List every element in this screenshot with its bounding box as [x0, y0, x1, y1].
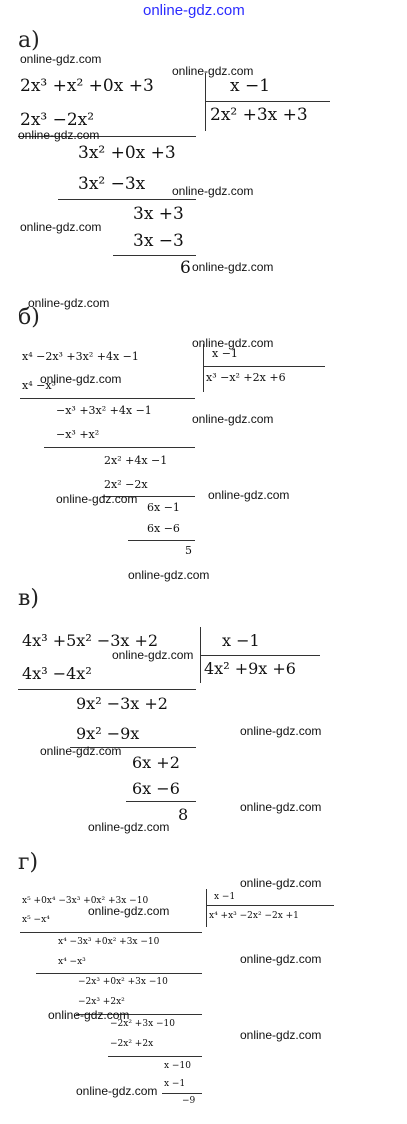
rule-g-5 — [162, 1093, 202, 1094]
divisor-a: x −1 — [230, 76, 271, 96]
watermark: online-gdz.com — [240, 1028, 322, 1042]
watermark: online-gdz.com — [240, 724, 322, 738]
step-a-5: 3x −3 — [133, 231, 184, 251]
watermark: online-gdz.com — [18, 128, 100, 142]
division-bar-b — [203, 344, 204, 392]
step-g-8: x −10 — [164, 1061, 191, 1071]
remainder-b: 5 — [185, 544, 192, 557]
step-b-6: 6x −1 — [147, 501, 180, 514]
watermark: online-gdz.com — [128, 568, 210, 582]
step-v-4: 6x +2 — [132, 753, 180, 772]
quotient-g: x⁴ +x³ −2x² −2x +1 — [209, 911, 299, 921]
watermark: online-gdz.com — [240, 800, 322, 814]
section-label-g: г) — [18, 850, 39, 875]
step-g-1: x⁵ −x⁴ — [22, 915, 50, 925]
dividend-a: 2x³ +x² +0x +3 — [20, 76, 154, 96]
step-g-5: −2x³ +2x² — [78, 997, 125, 1007]
rule-a-2 — [58, 199, 196, 200]
rule-a-3 — [113, 255, 196, 256]
dividend-b: x⁴ −2x³ +3x² +4x −1 — [22, 350, 139, 363]
step-a-2: 3x² +0x +3 — [78, 143, 176, 163]
step-a-1: 2x³ −2x² — [20, 110, 95, 130]
step-b-7: 6x −6 — [147, 522, 180, 535]
watermark: online-gdz.com — [88, 820, 170, 834]
watermark: online-gdz.com — [56, 492, 138, 506]
rule-b-2 — [44, 447, 195, 448]
step-v-5: 6x −6 — [132, 779, 180, 798]
watermark: online-gdz.com — [192, 412, 274, 426]
rule-v-1 — [18, 689, 196, 690]
quotient-v: 4x² +9x +6 — [204, 659, 296, 678]
watermark: online-gdz.com — [240, 876, 322, 890]
divisor-b: x −1 — [212, 347, 238, 360]
step-b-4: 2x² +4x −1 — [104, 454, 168, 467]
step-b-5: 2x² −2x — [104, 478, 148, 491]
division-bar-g — [206, 889, 207, 927]
rule-v-3 — [126, 801, 196, 802]
quotient-line-b — [203, 366, 325, 367]
watermark: online-gdz.com — [88, 904, 170, 918]
division-bar-a — [205, 73, 206, 131]
watermark: online-gdz.com — [40, 372, 122, 386]
step-g-7: −2x² +2x — [110, 1039, 154, 1049]
step-g-3: x⁴ −x³ — [58, 957, 86, 967]
quotient-a: 2x² +3x +3 — [210, 105, 308, 125]
step-g-4: −2x³ +0x² +3x −10 — [78, 977, 168, 987]
remainder-v: 8 — [178, 805, 189, 824]
watermark: online-gdz.com — [20, 220, 102, 234]
step-a-3: 3x² −3x — [78, 174, 146, 194]
quotient-line-v — [200, 655, 320, 656]
remainder-a: 6 — [180, 258, 191, 278]
step-g-2: x⁴ −3x³ +0x² +3x −10 — [58, 937, 160, 947]
watermark: online-gdz.com — [28, 296, 110, 310]
dividend-g: x⁵ +0x⁴ −3x³ +0x² +3x −10 — [22, 896, 149, 906]
rule-b-4 — [128, 540, 195, 541]
step-v-3: 9x² −9x — [76, 724, 140, 743]
step-g-6: −2x² +3x −10 — [110, 1019, 176, 1029]
section-label-b: б) — [18, 305, 40, 330]
step-b-3: −x³ +x² — [56, 428, 100, 441]
rule-g-1 — [20, 932, 202, 933]
dividend-v: 4x³ +5x² −3x +2 — [22, 631, 159, 650]
watermark: online-gdz.com — [40, 744, 122, 758]
watermark: online-gdz.com — [192, 260, 274, 274]
section-label-a: а) — [18, 28, 40, 53]
divisor-v: x −1 — [222, 631, 260, 650]
divisor-g: x −1 — [214, 892, 236, 902]
section-label-v: в) — [18, 586, 39, 611]
watermark: online-gdz.com — [48, 1008, 130, 1022]
rule-g-4 — [108, 1056, 202, 1057]
remainder-g: −9 — [182, 1096, 196, 1106]
watermark: online-gdz.com — [76, 1084, 158, 1098]
rule-b-1 — [20, 398, 195, 399]
quotient-line-g — [206, 905, 334, 906]
watermark: online-gdz.com — [20, 52, 102, 66]
watermark: online-gdz.com — [208, 488, 290, 502]
watermark: online-gdz.com — [172, 64, 254, 78]
quotient-line-a — [205, 101, 330, 102]
watermark: online-gdz.com — [172, 184, 254, 198]
watermark: online-gdz.com — [240, 952, 322, 966]
watermark: online-gdz.com — [192, 336, 274, 350]
step-g-9: x −1 — [164, 1079, 186, 1089]
header-watermark: online-gdz.com — [143, 2, 245, 19]
step-b-2: −x³ +3x² +4x −1 — [56, 404, 152, 417]
step-v-2: 9x² −3x +2 — [76, 694, 168, 713]
step-b-1: x⁴ −x³ — [22, 379, 56, 392]
step-v-1: 4x³ −4x² — [22, 664, 92, 683]
rule-g-2 — [36, 973, 202, 974]
quotient-b: x³ −x² +2x +6 — [206, 371, 286, 384]
step-a-4: 3x +3 — [133, 204, 184, 224]
watermark: online-gdz.com — [112, 648, 194, 662]
